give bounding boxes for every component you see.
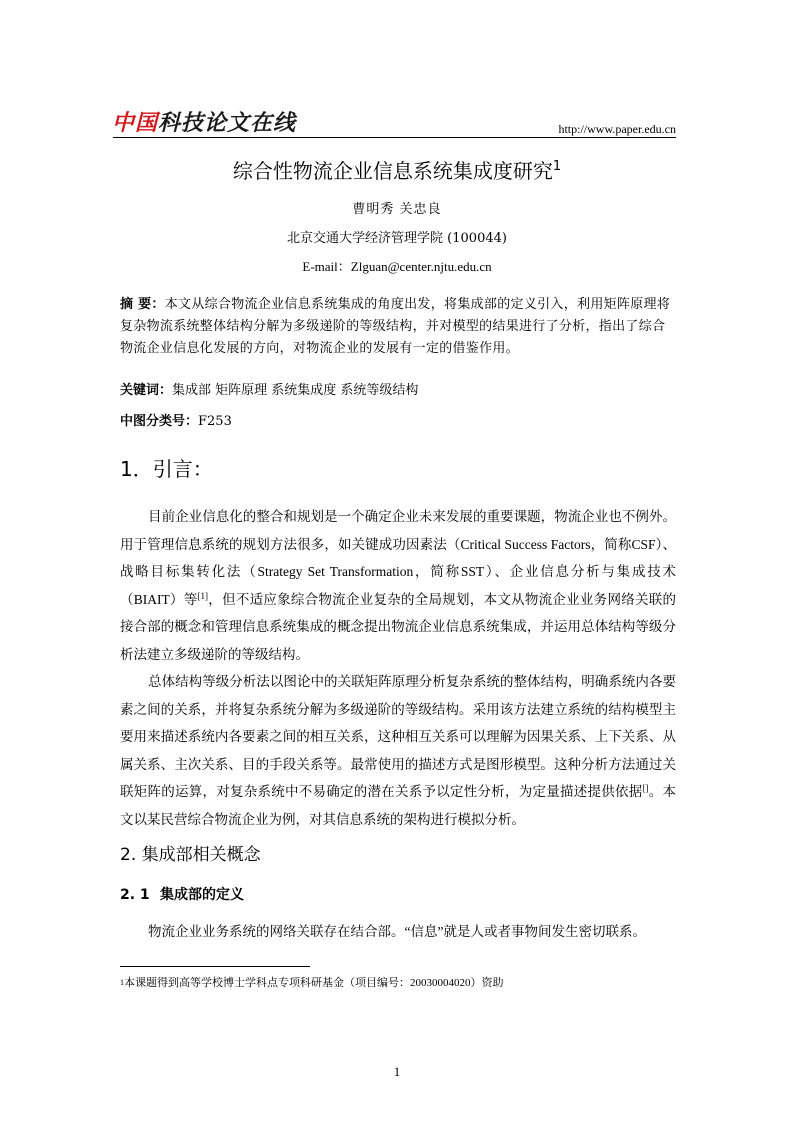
journal-logo — [112, 111, 296, 137]
abstract-label: 摘 要： — [120, 297, 165, 312]
keywords-label: 关键词： — [120, 383, 173, 398]
keywords — [120, 380, 676, 402]
subsection-title: 集成部的定义 — [160, 887, 244, 903]
footnote-text: 本课题得到高等学校博士学科点专项科研基金（项目编号：20030004020）资助 — [124, 977, 504, 989]
p1-text-a: 目前企业信息化的整合和规划是一个确定企业未来发展的重要课题，物流企业也不例外。用于管理信息系统的规划方法很多，如关键成功因素法（Critical Success Factors，简称CSF）、战略目标集转化法（Strategy Set Transformation，简称SST）、企业信息分析与集成技术（BIAIT）等 — [120, 509, 676, 607]
clc-label: 中图分类号： — [120, 414, 199, 429]
paper-title — [0, 158, 794, 184]
keywords-text: 集成部 矩阵原理 系统集成度 系统等级结构 — [172, 383, 419, 398]
citation-ref[interactable]: [] — [642, 783, 649, 793]
page-number: 1 — [393, 1064, 401, 1079]
footnote-rule — [120, 966, 310, 967]
abstract-text: 本文从综合物流企业信息系统集成的角度出发，将集成部的定义引入，利用矩阵原理将复杂物流系统整体结构分解为多级递阶的等级结构，并对模型的结果进行了分析，指出了综合物流企业信息化发展的方向，对物流企业的发展有一定的借鉴作用。 — [120, 297, 671, 356]
author-email[interactable]: E-mail：Zlguan@center.njtu.edu.cn — [302, 259, 492, 274]
header-url[interactable]: http://www.paper.edu.cn — [558, 122, 676, 136]
abstract — [120, 294, 676, 360]
subsection-number: 2. 1 — [120, 887, 150, 903]
p2-text-b: 。本文以某民营综合物流企业为例，对其信息系统的架构进行模拟分析。 — [120, 784, 676, 827]
section-1-paragraph-2 — [120, 668, 676, 833]
clc-text: F253 — [198, 414, 232, 429]
p2-text-a: 总体结构等级分析法以图论中的关联矩阵原理分析复杂系统的整体结构，明确系统内各要素之间的关系，并将复杂系统分解为多级递阶的等级结构。采用该方法建立系统的结构模型主要用来描述系统内各要素之间的相互关系，这种相互关系可以理解为因果关系、上下关系、从属关系、主次关系、目的手段关系等。最常使用的描述方式是图形模型。这种分析方法通过关联矩阵的运算，对复杂系统中不易确定的潜在关系予以定性分析，为定量描述提供依据 — [120, 674, 676, 799]
header-rule — [113, 137, 676, 138]
classification-number — [120, 411, 676, 433]
citation-ref[interactable]: [1] — [197, 590, 209, 601]
p1-text-b: ，但不适应象综合物流企业复杂的全局规划，本文从物流企业业务网络关联的接合部的概念和管理信息系统集成的概念提出物流企业信息系统集成，并运用总体结构等级分析法建立多级递阶的等级结构。 — [120, 591, 676, 662]
title-footnote-mark[interactable]: 1 — [552, 159, 562, 174]
section-2-paragraph-1 — [120, 918, 676, 946]
subsection-2-1-heading — [120, 885, 244, 905]
affiliation: 北京交通大学经济管理学院 (100044) — [287, 231, 507, 246]
section-1-heading: 1．引言： — [120, 457, 213, 481]
footnote — [120, 975, 504, 991]
authors: 曹明秀 关忠良 — [352, 202, 442, 217]
logo-black-text: 科技论文在线 — [158, 111, 297, 136]
logo-red-text: 中国 — [112, 111, 159, 136]
section-1-paragraph-1 — [120, 503, 676, 668]
footnote-mark: 1 — [120, 978, 124, 987]
section-2-heading: 2. 集成部相关概念 — [120, 845, 261, 865]
title-text: 综合性物流企业信息系统集成度研究 — [232, 159, 553, 183]
s2-p1-text: 物流企业业务系统的网络关联存在结合部。“信息”就是人或者事物间发生密切联系。 — [148, 924, 646, 939]
